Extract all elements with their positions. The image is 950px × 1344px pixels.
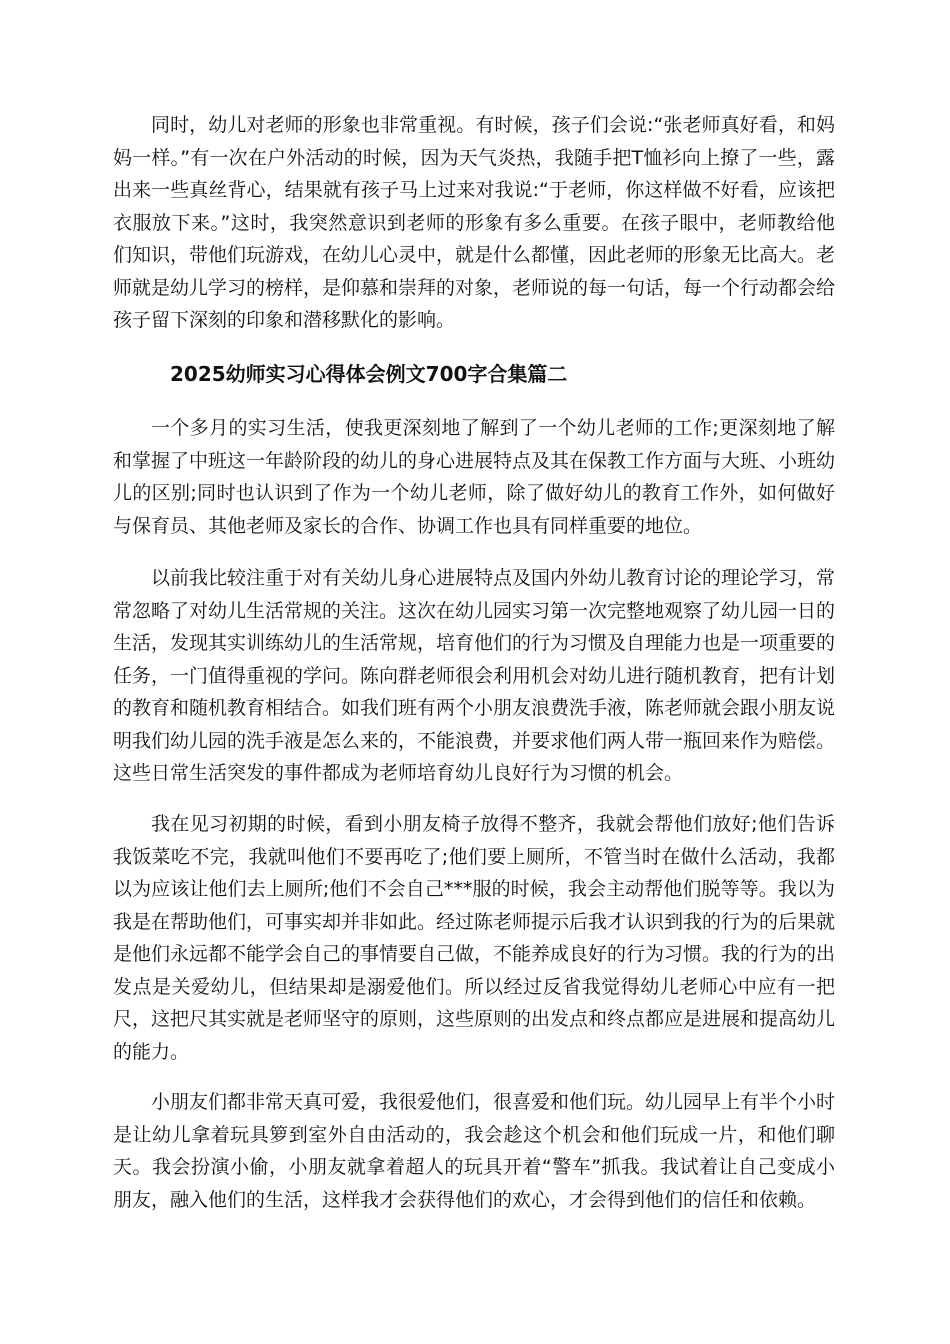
paragraph-teacher-image: 同时，幼儿对老师的形象也非常重视。有时候，孩子们会说:“张老师真好看，和妈妈一样。”有一次在户外活动的时候，因为天气炎热，我随手把T恤衫向上撩了一些，露出来一些真丝背心，结果就有孩子马上过来对我说:“于老师，你这样做不好看，应该把衣服放下来。”这时，我突然意识到老师的形象有多么重要。在孩子眼中，老师教给他们知识，带他们玩游戏，在幼儿心灵中，就是什么都懂，因此老师的形象无比高大。老师就是幼儿学习的榜样，是仰慕和崇拜的对象，老师说的每一句话，每一个行动都会给孩子留下深刻的印象和潜移默化的影响。 xyxy=(113,114,836,331)
paragraph-reflection: 我在见习初期的时候，看到小朋友椅子放得不整齐，我就会帮他们放好;他们告诉我饭菜吃不完，我就叫他们不要再吃了;他们要上厕所，不管当时在做什么活动，我都以为应该让他们去上厕所;他们不会自己***服的时候，我会主动帮他们脱等等。我以为我是在帮助他们，可事实却并非如此。经过陈老师提示后我才认识到我的行为的后果就是他们永远都不能学会自己的事情要自己做，不能养成良好的行为习惯。我的行为的出发点是关爱幼儿，但结果却是溺爱他们。所以经过反省我觉得幼儿老师心中应有一把尺，这把尺其实就是老师坚守的原则，这些原则的出发点和终点都应是进展和提高幼儿的能力。 xyxy=(113,813,836,1063)
paragraph-playing-with-children: 小朋友们都非常天真可爱，我很爱他们，很喜爱和他们玩。幼儿园早上有半个小时是让幼儿拿着玩具箩到室外自由活动的，我会趁这个机会和他们玩成一片，和他们聊天。我会扮演小偷，小朋友就拿着超人的玩具开着“警车”抓我。我试着让自己变成小朋友，融入他们的生活，这样我才会获得他们的欢心，才会得到他们的信任和依赖。 xyxy=(113,1091,836,1211)
paragraph-daily-routine: 以前我比较注重于对有关幼儿身心进展特点及国内外幼儿教育讨论的理论学习，常常忽略了对幼儿生活常规的关注。这次在幼儿园实习第一次完整地观察了幼儿园一日的生活，发现其实训练幼儿的生活常规，培育他们的行为习惯及自理能力也是一项重要的任务，一门值得重视的学问。陈向群老师很会利用机会对幼儿进行随机教育，把有计划的教育和随机教育相结合。如我们班有两个小朋友浪费洗手液，陈老师就会跟小朋友说明我们幼儿园的洗手液是怎么来的，不能浪费，并要求他们两人带一瓶回来作为赔偿。这些日常生活突发的事件都成为老师培育幼儿良好行为习惯的机会。 xyxy=(113,567,836,784)
section-heading: 2025幼师实习心得体会例文700字合集篇二 xyxy=(170,362,568,386)
paragraph-internship-overview: 一个多月的实习生活，使我更深刻地了解到了一个幼儿老师的工作;更深刻地了解和掌握了中班这一年龄阶段的幼儿的身心进展特点及其在保教工作方面与大班、小班幼儿的区别;同时也认识到了作为一个幼儿老师，除了做好幼儿的教育工作外，如何做好与保育员、其他老师及家长的合作、协调工作也具有同样重要的地位。 xyxy=(113,417,836,537)
